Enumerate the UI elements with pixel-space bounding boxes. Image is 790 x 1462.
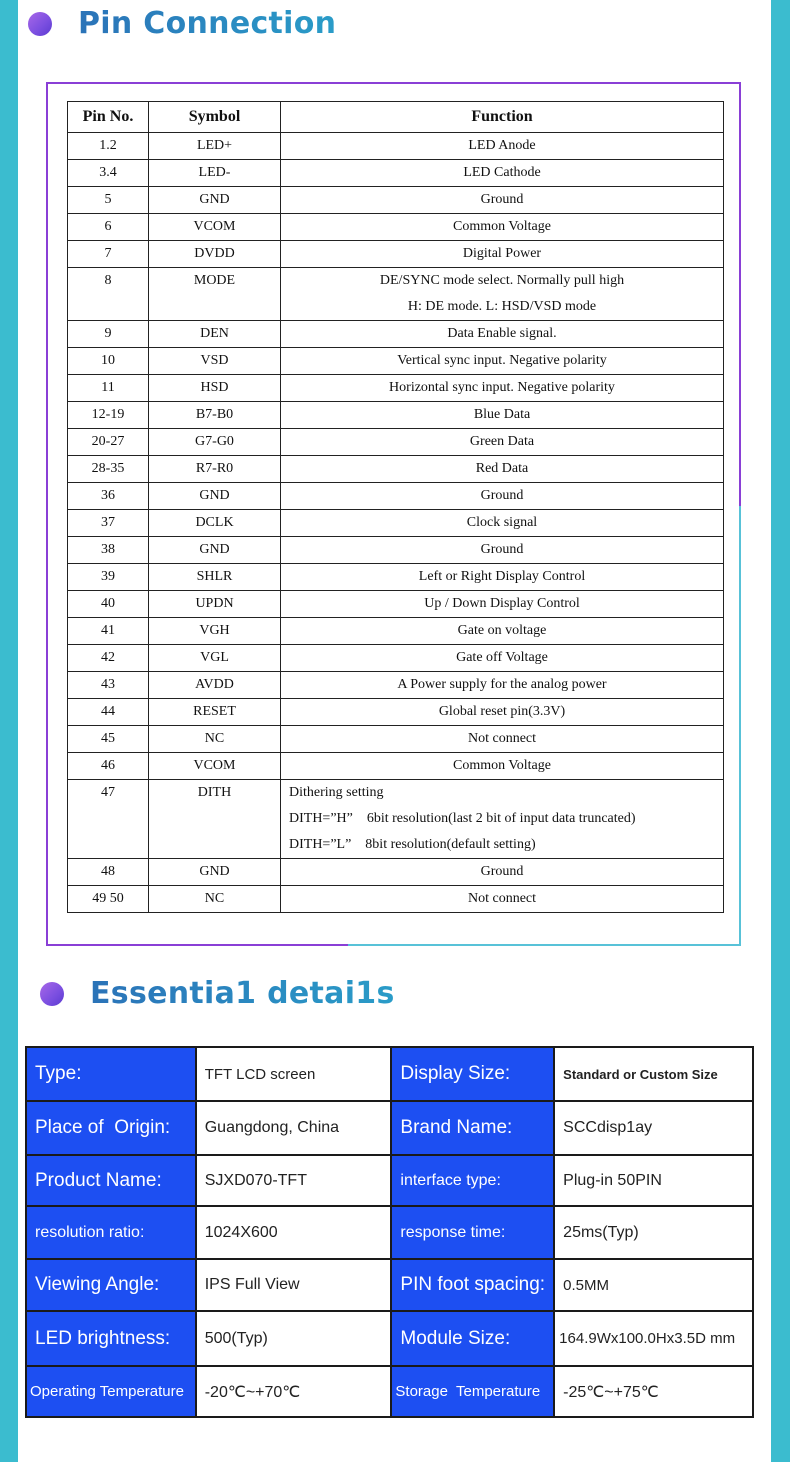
detail-value: 25ms(Typ) — [554, 1206, 753, 1259]
pin-function — [281, 618, 724, 645]
pin-row — [68, 483, 724, 510]
detail-value: TFT LCD screen — [196, 1047, 392, 1101]
pin-row — [68, 780, 724, 859]
detail-label: resolution ratio: — [26, 1206, 196, 1259]
pin-row — [68, 591, 724, 618]
pin-connection-title: Pin Connection — [78, 6, 337, 41]
pin-function-line: Clock signal — [466, 515, 538, 530]
pin-symbol: GND — [149, 187, 281, 214]
pin-number: 11 — [68, 375, 149, 402]
header-pin-no: Pin No. — [68, 102, 149, 133]
pin-row — [68, 268, 724, 321]
pin-function — [281, 160, 724, 187]
detail-value: Plug-in 50PIN — [554, 1155, 753, 1206]
pin-number: 28-35 — [68, 456, 149, 483]
detail-label: Module Size: — [391, 1311, 554, 1366]
pin-function — [281, 268, 724, 321]
pin-symbol: AVDD — [149, 672, 281, 699]
pin-row — [68, 402, 724, 429]
details-row — [26, 1047, 753, 1101]
pin-symbol: VGL — [149, 645, 281, 672]
pin-row — [68, 537, 724, 564]
pin-symbol: NC — [149, 726, 281, 753]
pin-row — [68, 187, 724, 214]
pin-function — [281, 886, 724, 913]
detail-value: SJXD070-TFT — [196, 1155, 392, 1206]
pin-function — [281, 456, 724, 483]
pin-row — [68, 456, 724, 483]
pin-function — [281, 780, 724, 859]
header-symbol: Symbol — [149, 102, 281, 133]
details-title: Essentia1 detai1s — [90, 976, 395, 1011]
pin-function — [281, 241, 724, 268]
pin-function-line: Ground — [480, 864, 524, 879]
pin-function — [281, 672, 724, 699]
pin-number: 5 — [68, 187, 149, 214]
details-heading — [40, 976, 395, 1011]
pin-row — [68, 429, 724, 456]
pin-table-body — [68, 133, 724, 913]
pin-number: 9 — [68, 321, 149, 348]
pin-row — [68, 241, 724, 268]
details-row — [26, 1101, 753, 1155]
details-row — [26, 1366, 753, 1417]
pin-row — [68, 510, 724, 537]
bullet-dot-icon — [40, 982, 64, 1006]
detail-label: PIN foot spacing: — [391, 1259, 554, 1311]
pin-function — [281, 483, 724, 510]
pin-row — [68, 348, 724, 375]
pin-row — [68, 672, 724, 699]
pin-number: 42 — [68, 645, 149, 672]
pin-symbol: DITH — [149, 780, 281, 859]
pin-row — [68, 645, 724, 672]
detail-value: Guangdong, China — [196, 1101, 392, 1155]
pin-number: 12-19 — [68, 402, 149, 429]
pin-symbol: NC — [149, 886, 281, 913]
detail-value: Standard or Custom Size — [554, 1047, 753, 1101]
detail-value: 164.9Wx100.0Hx3.5D mm — [554, 1311, 753, 1366]
detail-value: SCCdisp1ay — [554, 1101, 753, 1155]
pin-symbol: MODE — [149, 268, 281, 321]
pin-function — [281, 699, 724, 726]
detail-value: 0.5MM — [554, 1259, 753, 1311]
pin-function-line: Blue Data — [473, 407, 531, 422]
pin-number: 1.2 — [68, 133, 149, 160]
pin-number: 39 — [68, 564, 149, 591]
pin-function-line: Digital Power — [462, 246, 542, 261]
pin-function-line: Green Data — [469, 434, 535, 449]
pin-row — [68, 564, 724, 591]
pin-function — [281, 510, 724, 537]
pin-function-line: DE/SYNC mode select. Normally pull high — [379, 273, 625, 288]
pin-table — [67, 101, 724, 913]
detail-label: interface type: — [391, 1155, 554, 1206]
pin-symbol: VCOM — [149, 214, 281, 241]
pin-function — [281, 187, 724, 214]
pin-function-line: Global reset pin(3.3V) — [438, 704, 566, 719]
pin-function-line: Ground — [480, 488, 524, 503]
pin-symbol: HSD — [149, 375, 281, 402]
pin-row — [68, 375, 724, 402]
details-row — [26, 1259, 753, 1311]
pin-symbol: G7-G0 — [149, 429, 281, 456]
pin-row — [68, 726, 724, 753]
pin-function-line: Gate on voltage — [457, 623, 547, 638]
pin-function — [281, 753, 724, 780]
pin-number: 49 50 — [68, 886, 149, 913]
pin-function-line: Left or Right Display Control — [418, 569, 586, 584]
pin-symbol: B7-B0 — [149, 402, 281, 429]
pin-row — [68, 699, 724, 726]
pin-number: 7 — [68, 241, 149, 268]
pin-number: 37 — [68, 510, 149, 537]
pin-function — [281, 375, 724, 402]
detail-label: Storage Temperature — [391, 1366, 554, 1417]
detail-label: Product Name: — [26, 1155, 196, 1206]
pin-symbol: RESET — [149, 699, 281, 726]
details-row — [26, 1155, 753, 1206]
pin-function-line: Vertical sync input. Negative polarity — [397, 353, 607, 368]
pin-number: 20-27 — [68, 429, 149, 456]
pin-row — [68, 321, 724, 348]
pin-symbol: VSD — [149, 348, 281, 375]
pin-row — [68, 753, 724, 780]
right-accent-bar — [771, 0, 790, 1462]
detail-label: Display Size: — [391, 1047, 554, 1101]
pin-function-line: LED Cathode — [463, 165, 541, 180]
pin-symbol: DCLK — [149, 510, 281, 537]
detail-label: Viewing Angle: — [26, 1259, 196, 1311]
pin-symbol: LED- — [149, 160, 281, 187]
pin-function-line: DITH=”H” 6bit resolution(last 2 bit of input data truncated) — [289, 811, 636, 826]
pin-symbol: SHLR — [149, 564, 281, 591]
detail-label: Type: — [26, 1047, 196, 1101]
pin-number: 3.4 — [68, 160, 149, 187]
pin-symbol: GND — [149, 859, 281, 886]
pin-function-line: Not connect — [467, 891, 537, 906]
pin-number: 43 — [68, 672, 149, 699]
pin-function-line: Ground — [480, 192, 524, 207]
pin-symbol: VCOM — [149, 753, 281, 780]
pin-symbol: DVDD — [149, 241, 281, 268]
pin-function-line: Dithering setting — [289, 785, 384, 800]
detail-label: Brand Name: — [391, 1101, 554, 1155]
pin-symbol: DEN — [149, 321, 281, 348]
pin-row — [68, 886, 724, 913]
pin-number: 40 — [68, 591, 149, 618]
details-row — [26, 1206, 753, 1259]
detail-value: 1024X600 — [196, 1206, 392, 1259]
pin-symbol: UPDN — [149, 591, 281, 618]
detail-label: Place of Origin: — [26, 1101, 196, 1155]
pin-number: 44 — [68, 699, 149, 726]
pin-number: 41 — [68, 618, 149, 645]
pin-function-line: Not connect — [467, 731, 537, 746]
pin-row — [68, 160, 724, 187]
pin-connection-heading — [28, 6, 336, 41]
details-table — [25, 1046, 754, 1418]
pin-row — [68, 133, 724, 160]
pin-function — [281, 537, 724, 564]
pin-function — [281, 402, 724, 429]
pin-symbol: R7-R0 — [149, 456, 281, 483]
detail-value: 500(Typ) — [196, 1311, 392, 1366]
pin-symbol: VGH — [149, 618, 281, 645]
pin-function — [281, 564, 724, 591]
pin-symbol: GND — [149, 537, 281, 564]
pin-function-line: Gate off Voltage — [456, 650, 548, 665]
pin-function — [281, 321, 724, 348]
header-function: Function — [281, 102, 724, 133]
pin-function-line: Up / Down Display Control — [424, 596, 580, 611]
pin-number: 6 — [68, 214, 149, 241]
pin-number: 10 — [68, 348, 149, 375]
detail-label: response time: — [391, 1206, 554, 1259]
details-row — [26, 1311, 753, 1366]
pin-symbol: GND — [149, 483, 281, 510]
pin-function-line: DITH=”L” 8bit resolution(default setting) — [289, 837, 536, 852]
pin-number: 47 — [68, 780, 149, 859]
pin-function-line: Common Voltage — [453, 219, 551, 234]
pin-number: 36 — [68, 483, 149, 510]
pin-function — [281, 859, 724, 886]
pin-function-line: H: DE mode. L: HSD/VSD mode — [407, 299, 597, 314]
pin-number: 38 — [68, 537, 149, 564]
pin-function-line: Common Voltage — [453, 758, 551, 773]
bullet-dot-icon — [28, 12, 52, 36]
pin-function-line: Data Enable signal. — [447, 326, 557, 341]
pin-function — [281, 348, 724, 375]
pin-function — [281, 429, 724, 456]
detail-value: IPS Full View — [196, 1259, 392, 1311]
pin-symbol: LED+ — [149, 133, 281, 160]
detail-label: Operating Temperature — [26, 1366, 196, 1417]
detail-value: -25℃~+75℃ — [554, 1366, 753, 1417]
pin-function-line: Ground — [480, 542, 524, 557]
pin-function — [281, 726, 724, 753]
pin-row — [68, 859, 724, 886]
pin-number: 8 — [68, 268, 149, 321]
pin-function-line: A Power supply for the analog power — [397, 677, 607, 692]
pin-table-header — [68, 102, 724, 133]
pin-function — [281, 133, 724, 160]
pin-function — [281, 645, 724, 672]
pin-number: 48 — [68, 859, 149, 886]
pin-number: 46 — [68, 753, 149, 780]
pin-function — [281, 214, 724, 241]
pin-function — [281, 591, 724, 618]
detail-label: LED brightness: — [26, 1311, 196, 1366]
pin-function-line: Red Data — [475, 461, 529, 476]
detail-value: -20℃~+70℃ — [196, 1366, 392, 1417]
pin-function-line: LED Anode — [468, 138, 536, 153]
pin-row — [68, 618, 724, 645]
pin-number: 45 — [68, 726, 149, 753]
left-accent-bar — [0, 0, 18, 1462]
pin-row — [68, 214, 724, 241]
pin-function-line: Horizontal sync input. Negative polarity — [389, 380, 615, 395]
